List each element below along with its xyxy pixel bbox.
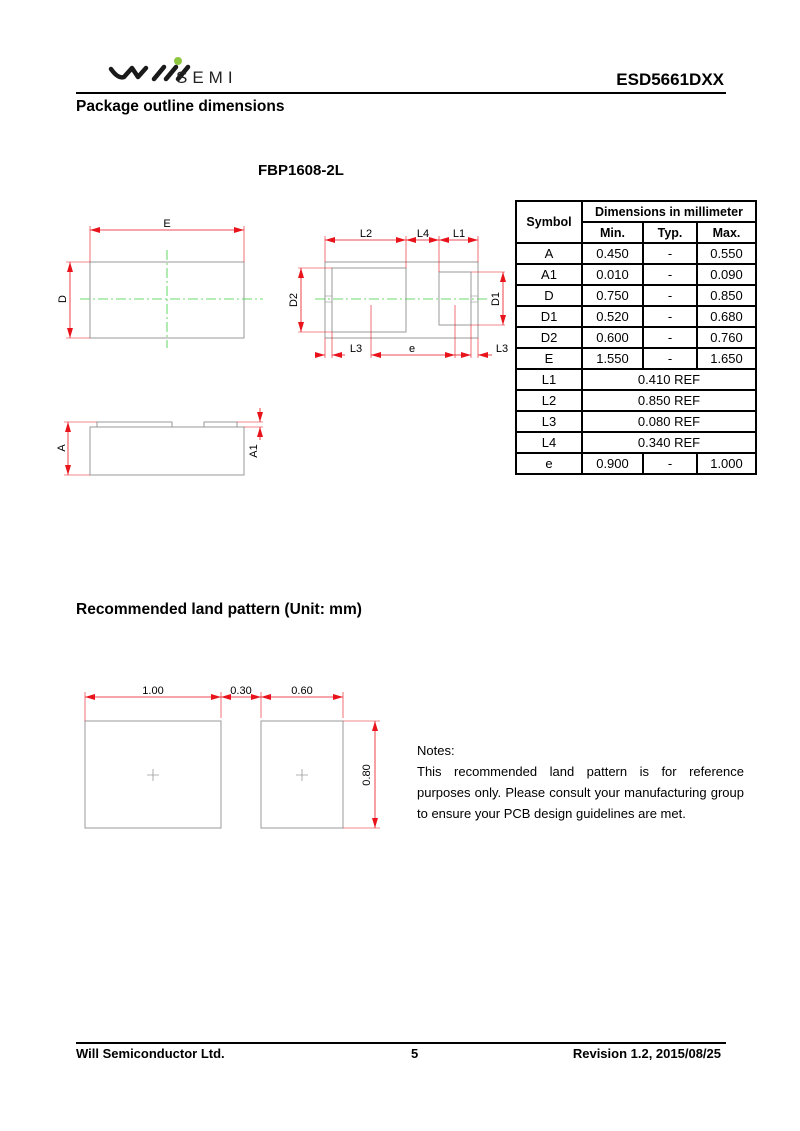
table-row <box>516 327 756 348</box>
cell-ref: 0.340 REF <box>582 432 756 453</box>
dim-label-0-60: 0.60 <box>291 685 313 697</box>
dim-label-0-30: 0.30 <box>230 685 252 697</box>
pad-center-mark-left <box>147 769 159 781</box>
cell-typ: - <box>643 348 697 369</box>
cell-min: 0.600 <box>582 327 643 348</box>
cell-max: 0.680 <box>697 306 756 327</box>
land-pattern-drawing <box>85 685 380 828</box>
pad-center-mark-right <box>296 769 308 781</box>
footer-revision: Revision 1.2, 2015/08/25 <box>572 1046 721 1061</box>
cell-symbol: A1 <box>516 264 582 285</box>
land-pattern-title: Recommended land pattern (Unit: mm) <box>76 601 362 618</box>
cell-ref: 0.410 REF <box>582 369 756 390</box>
dim-label-L3-left: L3 <box>349 343 363 355</box>
notes-text: This recommended land pattern is for reference purposes only. Please consult your manufacturing group to ensure your PCB design guidelines are met. <box>417 764 744 821</box>
notes-title: Notes: <box>417 743 455 758</box>
cell-symbol: L2 <box>516 390 582 411</box>
footer-divider <box>76 1042 726 1044</box>
cell-typ: - <box>643 264 697 285</box>
cell-min: 0.750 <box>582 285 643 306</box>
cell-max: 0.090 <box>697 264 756 285</box>
table-row <box>516 285 756 306</box>
header-symbol: Symbol <box>516 201 582 243</box>
table-row <box>516 432 756 453</box>
cell-typ: - <box>643 243 697 264</box>
brand-semi-text: SEMI <box>176 68 238 87</box>
cell-min: 0.450 <box>582 243 643 264</box>
dim-label-1-00: 1.00 <box>142 685 164 697</box>
header-dimensions-group: Dimensions in millimeter <box>582 201 756 222</box>
cell-typ: - <box>643 306 697 327</box>
table-row <box>516 264 756 285</box>
cell-symbol: e <box>516 453 582 474</box>
cell-max: 0.550 <box>697 243 756 264</box>
dim-label-E: E <box>163 218 171 230</box>
cell-max: 0.850 <box>697 285 756 306</box>
dim-label-A: A <box>56 444 68 452</box>
cell-typ: - <box>643 327 697 348</box>
notes-block <box>417 740 744 824</box>
top-view <box>57 218 263 348</box>
cell-max: 1.000 <box>697 453 756 474</box>
cell-symbol: L3 <box>516 411 582 432</box>
cell-min: 0.520 <box>582 306 643 327</box>
cell-ref: 0.080 REF <box>582 411 756 432</box>
cell-min: 1.550 <box>582 348 643 369</box>
table-row <box>516 390 756 411</box>
part-number: ESD5661DXX <box>616 70 724 89</box>
cell-max: 1.650 <box>697 348 756 369</box>
cell-symbol: D <box>516 285 582 306</box>
package-outline-title: Package outline dimensions <box>76 98 285 115</box>
dim-label-D2: D2 <box>288 292 300 308</box>
dim-label-D1: D1 <box>490 291 502 307</box>
header-min: Min. <box>582 222 643 243</box>
dim-label-L1: L1 <box>452 228 466 240</box>
dim-label-A1: A1 <box>248 444 260 458</box>
cell-min: 0.010 <box>582 264 643 285</box>
cell-symbol: E <box>516 348 582 369</box>
side-view-body-outline <box>90 427 244 475</box>
dimensions-table <box>515 200 757 475</box>
dim-label-L3-right: L3 <box>495 343 509 355</box>
table-row <box>516 306 756 327</box>
pad-large-outline <box>332 268 406 332</box>
cell-typ: - <box>643 285 697 306</box>
cell-symbol: L1 <box>516 369 582 390</box>
table-row <box>516 411 756 432</box>
table-row <box>516 369 756 390</box>
cell-symbol: D1 <box>516 306 582 327</box>
cell-symbol: L4 <box>516 432 582 453</box>
header-max: Max. <box>697 222 756 243</box>
side-view <box>56 408 263 475</box>
cell-min: 0.900 <box>582 453 643 474</box>
dim-label-0-80: 0.80 <box>361 764 373 786</box>
table-row <box>516 453 756 474</box>
package-name: FBP1608-2L <box>258 162 344 179</box>
cell-typ: - <box>643 453 697 474</box>
table-row <box>516 243 756 264</box>
header-typ: Typ. <box>643 222 697 243</box>
cell-symbol: A <box>516 243 582 264</box>
dim-label-D: D <box>57 295 69 303</box>
cell-ref: 0.850 REF <box>582 390 756 411</box>
cell-symbol: D2 <box>516 327 582 348</box>
dim-label-L2: L2 <box>359 228 373 240</box>
bottom-view <box>288 228 508 358</box>
table-row <box>516 348 756 369</box>
footer-company: Will Semiconductor Ltd. <box>76 1046 225 1061</box>
cell-max: 0.760 <box>697 327 756 348</box>
footer-page-number: 5 <box>411 1046 419 1061</box>
dim-label-e: e <box>408 343 416 355</box>
dim-label-L4: L4 <box>416 228 430 240</box>
